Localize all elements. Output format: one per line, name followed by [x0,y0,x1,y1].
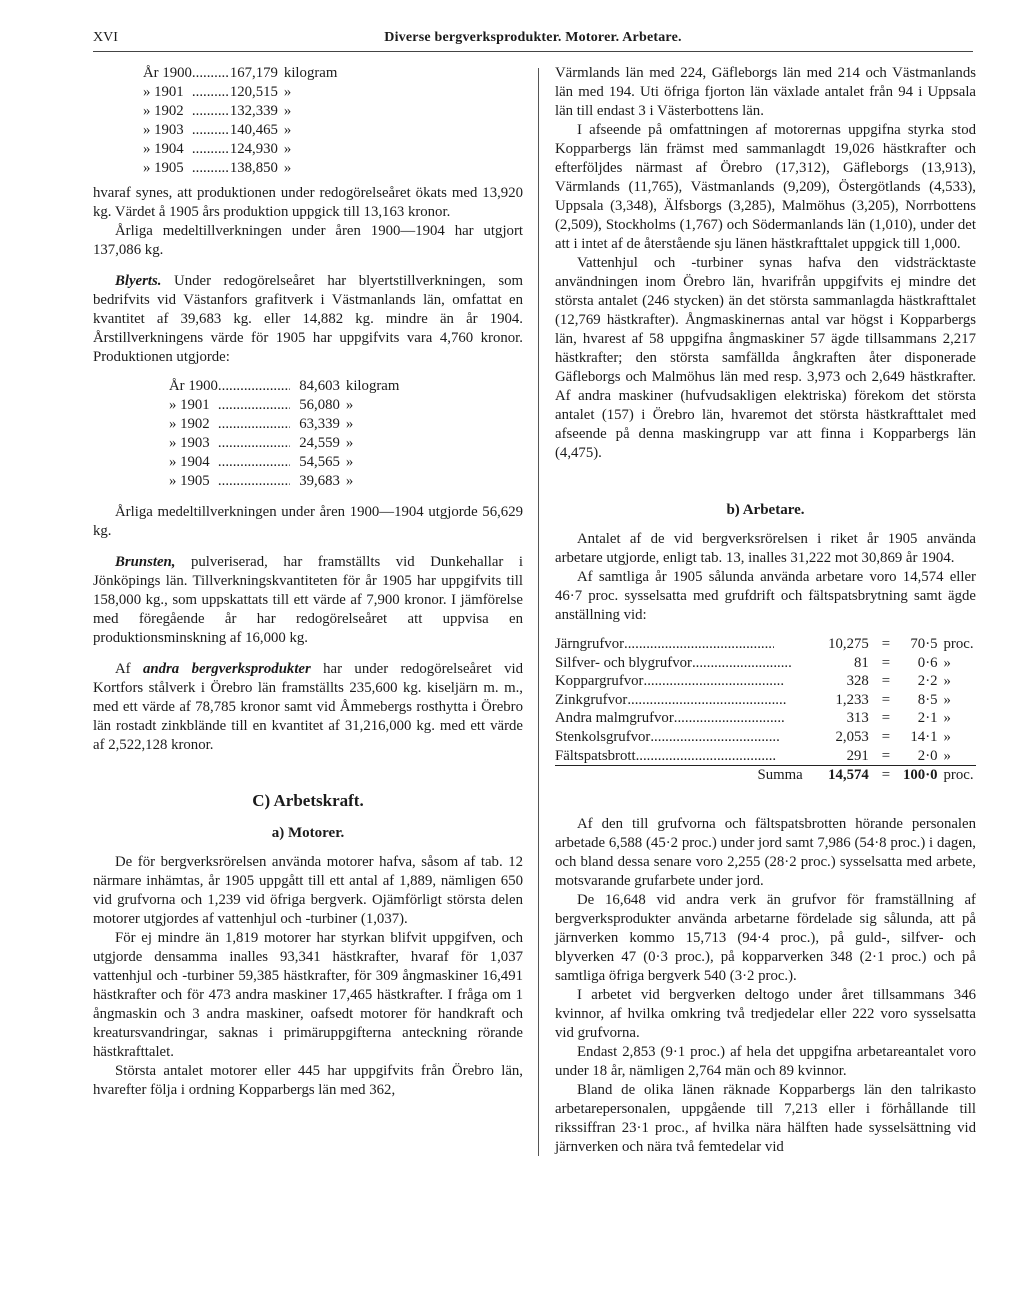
paragraph: Årliga medeltillverkningen under åren 1900—1904 utgjorde 56,629 kg. [93,504,523,539]
unit-label: kilogram [345,378,400,394]
dot-leader [218,453,290,472]
percent-value: 2·2 [917,673,938,690]
year-value: 56,080 [299,397,340,413]
percent-value: 2·1 [917,710,938,727]
paragraph: hvaraf synes, att produktionen under redogörelseåret ökats med 13,920 kg. Värdet å 1905 års produktion uppgick till 13,163 kronor. [93,185,523,220]
table-row [555,747,976,766]
brunsten-keyword: Brunsten, [115,554,176,570]
paragraph: Årliga medeltillverkningen under åren 1900—1904 har utgjort 137,086 kg. [93,223,523,258]
dot-leader [650,728,780,747]
category-name: Andra malmgrufvor [555,710,674,727]
table-row [143,102,337,121]
unit-label: » [345,473,354,489]
dot-leader [192,64,228,83]
year-value: 132,339 [229,103,278,119]
percent-value: 0·6 [917,654,938,671]
left-column [93,64,523,1100]
category-name: Fältspatsbrott [555,747,636,764]
andra-keyword: andra bergverksprodukter [143,661,311,677]
unit-label: » [283,84,292,100]
column-divider [538,68,539,1156]
dot-leader [636,747,776,766]
percent-value: 14·1 [910,728,938,745]
dot-leader [192,102,228,121]
header-rule [93,51,973,52]
year-value: 63,339 [299,416,340,432]
brunsten-text: pulveriserad, har framställts vid Dunkehallar i Jönköpings län. Tillverkningskvantiteten för år 1905 har uppgifvits till 158,000 kg., som uppskattats till ett värde af 7,900 kronor. I jämförelse med föregående år har redogörelseåret att uppvisa en produktionsminskning af 16,000 kg. [93,554,523,646]
andra-text: har under redogörelseåret vid Kortfors stålverk i Örebro län framställts 235,600 kg. kiseljärn m. m., med ett värde af 78,785 kronor samt vid Åmmebergs rosthytta i Örebro län rostadt zinkblände till en kvantitet af 31,216,000 kg. med ett värde af 2,522,128 kronor. [93,661,523,753]
unit-label: » [283,122,292,138]
year-label: » 1903 [169,435,210,451]
paragraph: Antalet af de vid bergverksrörelsen i riket år 1905 använda arbetare utgjorde, enligt tab. 13, inalles 31,222 mot 30,869 år 1904. [555,531,976,566]
paragraph: I arbetet vid bergverken deltogo under året tillsammans 346 kvinnor, af hvilka omkring två tredjedelar eller 222 voro sysselsatta vid grufvorna. [555,986,976,1041]
sum-label: Summa [555,766,811,785]
table-row [143,121,337,140]
table-row [143,83,337,102]
year-label: » 1905 [169,473,210,489]
percent-value: 2·0 [917,747,938,764]
year-value: 140,465 [229,122,278,138]
unit-label: » [943,673,951,690]
section-heading: C) Arbetskraft. [252,791,364,810]
equals-sign: = [881,636,891,652]
year-value: 39,683 [299,473,340,489]
unit-label: » [943,710,951,727]
category-name: Zinkgrufvor [555,691,628,708]
unit-label: » [943,691,951,708]
paragraph: De för bergverksrörelsen använda motorer hafva, såsom af tab. 12 närmare inhämtas, år 1905 uppgått till ett antal af 1,889, nämligen 650 vid grufvorna och 1,239 vid öfriga bergverk. Ojämförligt största delen motorer utgjordes af vattenhjul och -turbiner (1,037). [93,854,523,927]
table-row [555,635,976,654]
unit-label: proc. [943,636,974,652]
year-value: 54,565 [299,454,340,470]
dot-leader [192,159,228,178]
year-label: » 1904 [143,141,184,157]
subsection-heading: b) Arbetare. [726,502,805,518]
dot-leader [218,396,290,415]
table-row [169,472,399,491]
year-value: 24,559 [299,435,340,451]
equals-sign: = [881,654,891,671]
table-row [555,709,976,728]
paragraph: De 16,648 vid andra verk än grufvor för framställning af bergverksprodukter använda arbetarne fördelade sig sålunda, att på järnverken kommo 15,713 (94·4 proc.), på guld-, silfver- och blyverken 47 (0·3 proc.), på kopparverken 348 (2·1 proc.) och på samtliga öfriga bergverk 540 (3·2 proc.). [555,891,976,984]
dot-leader [624,635,774,654]
andra-paragraph [93,660,523,755]
table-row [555,728,976,747]
category-name: Järngrufvor [555,636,625,652]
dot-leader [218,415,290,434]
table-row [555,654,976,673]
year-value: 124,930 [229,141,278,157]
equals-sign: = [881,728,891,745]
subsection-heading: a) Motorer. [271,825,345,841]
year-label: » 1902 [169,416,210,432]
andra-prefix: Af [115,661,143,677]
worker-count: 291 [846,747,869,764]
worker-count: 313 [846,710,869,727]
year-label: » 1904 [169,454,210,470]
year-value: 120,515 [229,84,278,100]
percent-value: 70·5 [910,636,938,652]
paragraph: Vattenhjul och -turbiner synas hafva den vidsträcktaste användningen inom Örebro län, hvarifrån uppgifvits ej mindre det största antalet (246 stycken) än det största sammanlagda hästkrafttalet (12,769 hästkrafter). Ångmaskinernas antal var högst i Kopparbergs län, hvarest af 58 uppgifna ångmaskiner 57 ägde tillsammans 2,217 hästkrafter; den största samfällda ångkraften åter disponerade Gäfleborgs och Malmöhus län med resp. 3,973 och 2,649 hästkrafter. Af andra maskiner (hufvudsakligen elektriska) förekom det största antalet (157) i Örebro län, hvaremot det största hästkrafttalet med afseende på denna maskingrupp var att finna i Kopparbergs län (4,475). [555,255,976,461]
unit-label: » [345,435,354,451]
percent-value: 8·5 [917,691,938,708]
equals-sign: = [881,691,891,708]
table-row [143,140,337,159]
category-name: Silfver- och blygrufvor [555,654,692,671]
unit-label: » [345,454,354,470]
dot-leader [674,709,784,728]
graphite-production-table [143,64,337,178]
year-label: » 1905 [143,160,184,176]
unit-label: » [283,141,292,157]
equals-sign: = [881,673,891,690]
paragraph: I afseende på omfattningen af motorernas uppgifna styrka stod Kopparbergs län främst med sammanlagdt 19,026 hästkrafter och efterföljdes närmast af Örebro (17,312), Gäfleborgs (13,913), Värmlands (11,765), Västmanlands (9,209), Östergötlands (4,533), Uppsala (3,348), Älfsborgs (3,285), Malmöhus (3,205), Norrbottens (2,509), Stockholms (1,767) och Södermanlands län (1,010), under det att i intet af de återstående sju länen hästkrafttalet uppgick till 1,000. [555,122,976,252]
year-value: 167,179 [229,65,278,81]
unit-label: kilogram [283,65,338,81]
worker-count: 328 [846,673,869,690]
table-row [169,377,399,396]
unit-label: » [943,747,951,764]
sum-row [555,766,976,785]
paragraph: Af den till grufvorna och fältspatsbrotten hörande personalen arbetade 6,588 (45·2 proc.) under jord samt 7,986 (54·8 proc.) i dagen, och bland dessa senare voro 2,255 (28·2 proc.) sysselsatta med arbete, motsvarande grufarbete under jord. [555,815,976,889]
worker-count: 10,275 [828,636,869,652]
dot-leader [627,691,787,710]
year-label: » 1901 [169,397,210,413]
dot-leader [192,83,228,102]
unit-label: » [283,160,292,176]
paragraph: Af samtliga år 1905 sålunda använda arbetare voro 14,574 eller 46·7 proc. sysselsatta med grufdrift och fältspatsbrytning samt ägde anställning vid: [555,569,976,623]
dot-leader [192,140,228,159]
brunsten-paragraph [93,553,523,648]
table-row [169,396,399,415]
dot-leader [218,377,290,396]
dot-leader [192,121,228,140]
blyerts-text: Under redogörelseåret har blyertstillverkningen, som bedrifvits vid Västanfors grafitverk i Västmanlands län, omfattat en kvantitet af 39,683 kg. eller 14,882 kg. mindre än år 1904. Årstillverkningens värde för 1905 har uppgifvits vara 4,760 kronor. Produktionen utgjorde: [93,273,523,365]
running-title: Diverse bergverksprodukter. Motorer. Arbetare. [384,30,682,45]
unit-label: » [345,416,354,432]
paragraph: Värmlands län med 224, Gäfleborgs län med 214 och Västmanlands län med 194. Uti öfriga fjorton län växlade antalet från 94 i Uppsala län till endast 3 i Västerbottens län. [555,65,976,119]
year-label: » 1901 [143,84,184,100]
table-row [169,434,399,453]
blyerts-production-table [169,377,399,491]
table-row [555,691,976,710]
year-label: År 1900 [169,378,218,394]
workers-table [555,635,976,785]
worker-count: 2,053 [835,728,869,745]
dot-leader [218,434,290,453]
table-row [169,415,399,434]
unit-label: proc. [938,766,976,785]
dot-leader [692,654,792,673]
paragraph: För ej mindre än 1,819 motorer har styrkan blifvit uppgifven, och utgjorde densamma inalles 93,341 hästkrafter, hvaraf för 1,037 vattenhjul och -turbiner 59,385 hästkrafter, för 309 ångmaskiner 16,491 hästkrafter och för 473 andra maskiner 17,465 hästkrafter. I fråga om 1 ångmaskin och 3 andra maskiner, oafsedt motorer för handkraft och kreatursvandringar, saknas i primäruppgifterna anteckning rörande hästkrafttalet. [93,930,523,1060]
unit-label: » [943,728,951,745]
table-row [169,453,399,472]
right-column [555,64,976,1157]
blyerts-keyword: Blyerts. [115,273,162,289]
dot-leader [644,672,784,691]
year-label: » 1903 [143,122,184,138]
unit-label: » [345,397,354,413]
category-name: Stenkolsgrufvor [555,728,651,745]
category-name: Koppargrufvor [555,673,644,690]
sum-percent: 100·0 [903,767,938,784]
blyerts-paragraph [93,272,523,367]
equals-sign: = [869,766,903,785]
table-row [143,64,337,83]
table-row [555,672,976,691]
year-value: 138,850 [229,160,278,176]
unit-label: » [283,103,292,119]
year-label: År 1900 [143,65,192,81]
equals-sign: = [881,747,891,764]
worker-count: 81 [854,654,869,671]
dot-leader [218,472,290,491]
page-number: XVI [93,30,118,45]
unit-label: » [943,654,951,671]
table-row [143,159,337,178]
sum-value: 14,574 [811,766,869,785]
running-header [93,30,973,52]
worker-count: 1,233 [835,691,869,708]
equals-sign: = [881,710,891,727]
year-value: 84,603 [299,378,340,394]
paragraph: Bland de olika länen räknade Kopparbergs län den talrikasto arbetarepersonalen, uppgående till 7,213 eller i förhållande till rikssiffran 23·1 proc., af hvilka nära hälften hade sysselsättning vid järnverken och nära två femtedelar vid [555,1081,976,1155]
paragraph: Endast 2,853 (9·1 proc.) af hela det uppgifna arbetareantalet voro under 18 år, nämligen 2,764 män och 89 kvinnor. [555,1043,976,1079]
paragraph: Största antalet motorer eller 445 har uppgifvits från Örebro län, hvarefter följa i ordning Kopparbergs län med 362, [93,1063,523,1098]
year-label: » 1902 [143,103,184,119]
